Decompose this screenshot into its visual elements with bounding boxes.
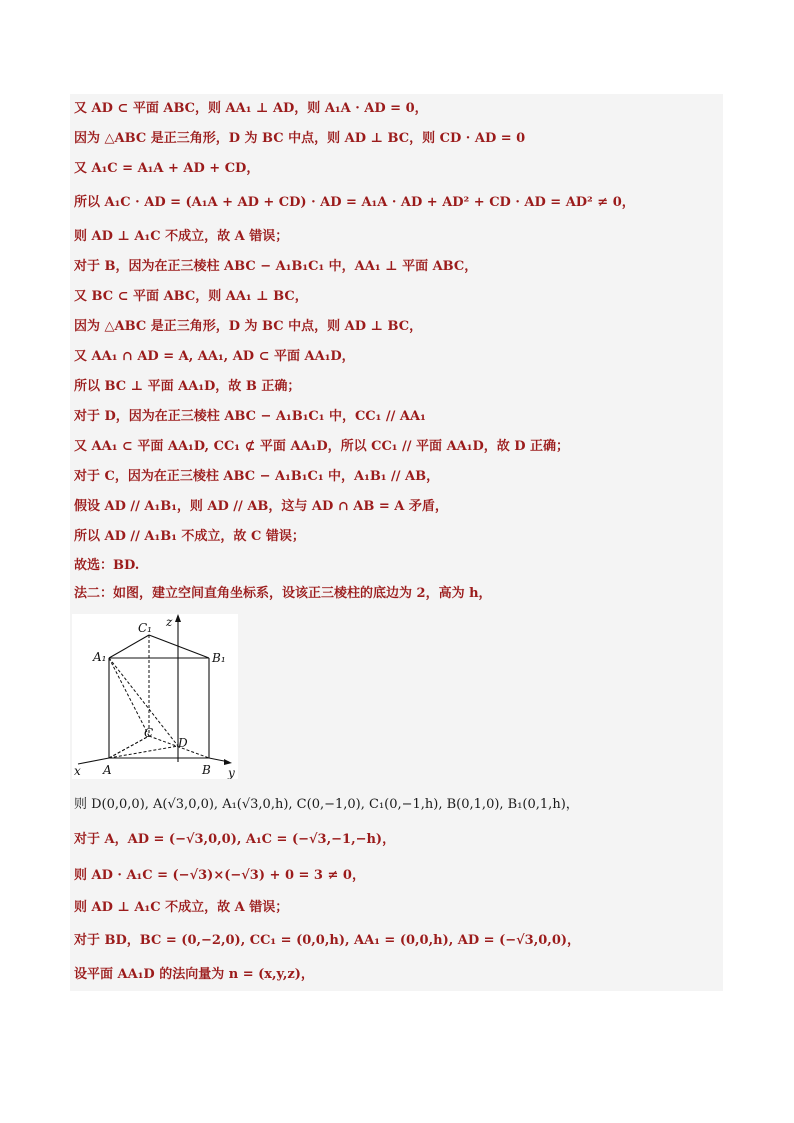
label-z: z [166, 615, 173, 629]
edge-C1B1 [149, 635, 209, 658]
label-A: A [103, 763, 112, 777]
label-D: D [178, 736, 188, 750]
figure-area [70, 608, 723, 789]
label-y: y [228, 766, 235, 779]
label-B1: B₁ [212, 651, 226, 665]
solution-line: 则 D(0,0,0), A(√3,0,0), A₁(√3,0,h), C(0,−1,0), C₁(0,−1,h), B(0,1,0), B₁(0,1,h)， [74, 796, 579, 812]
label-C1: C₁ [138, 621, 152, 635]
y-arrow [224, 759, 232, 765]
label-B: B [202, 763, 211, 777]
solution-line: 对于 B，因为在正三棱柱 ABC − A₁B₁C₁ 中，AA₁ ⊥ 平面 ABC， [74, 258, 478, 274]
prism-figure [72, 614, 238, 779]
solution-line: 故选：BD. [74, 557, 140, 573]
solution-line: 对于 A，AD = (−√3,0,0), A₁C = (−√3,−1,−h)， [74, 831, 396, 847]
solution-content [70, 94, 723, 991]
solution-line: 所以 AD // A₁B₁ 不成立，故 C 错误； [74, 528, 305, 544]
solution-line: 则 AD ⊥ A₁C 不成立，故 A 错误； [74, 228, 289, 244]
solution-line: 则 AD · A₁C = (−√3)×(−√3) + 0 = 3 ≠ 0， [74, 867, 365, 883]
solution-line: 假设 AD // A₁B₁，则 AD // AB，这与 AD ∩ AB = A 矛盾， [74, 498, 448, 514]
solution-line: 又 BC ⊂ 平面 ABC，则 AA₁ ⊥ BC， [74, 288, 308, 304]
segment-A1C-hidden [109, 658, 149, 736]
label-C: C [144, 726, 154, 740]
edge-A1C1 [109, 635, 149, 658]
solution-line: 所以 A₁C · AD = (A₁A + AD + CD) · AD = A₁A · AD + AD² + CD · AD = AD² ≠ 0， [74, 194, 635, 210]
solution-line: 则 AD ⊥ A₁C 不成立，故 A 错误； [74, 899, 289, 915]
solution-line: 因为 △ABC 是正三角形，D 为 BC 中点，则 AD ⊥ BC， [74, 318, 423, 334]
solution-lines-bottom [70, 789, 723, 991]
z-arrow [175, 614, 181, 622]
solution-lines-top [70, 94, 723, 608]
solution-line: 对于 C，因为在正三棱柱 ABC − A₁B₁C₁ 中，A₁B₁ // AB， [74, 468, 440, 484]
label-A1: A₁ [93, 650, 107, 664]
solution-line: 对于 BD，BC = (0,−2,0), CC₁ = (0,0,h), AA₁ = (0,0,h), AD = (−√3,0,0)， [74, 932, 581, 948]
solution-line: 又 A₁C = A₁A + AD + CD， [74, 160, 260, 176]
solution-line: 又 AA₁ ⊂ 平面 AA₁D, CC₁ ⊄ 平面 AA₁D，所以 CC₁ // 平面 AA₁D，故 D 正确； [74, 438, 570, 454]
solution-line: 对于 D，因为在正三棱柱 ABC − A₁B₁C₁ 中，CC₁ // AA₁ [74, 408, 426, 424]
solution-line: 所以 BC ⊥ 平面 AA₁D，故 B 正确； [74, 378, 301, 394]
solution-line: 设平面 AA₁D 的法向量为 n = (x,y,z)， [74, 966, 314, 982]
solution-line: 因为 △ABC 是正三角形，D 为 BC 中点，则 AD ⊥ BC，则 CD · AD = 0 [74, 130, 526, 146]
solution-line: 又 AD ⊂ 平面 ABC，则 AA₁ ⊥ AD，则 A₁A · AD = 0， [74, 100, 428, 116]
solution-line: 又 AA₁ ∩ AD = A, AA₁, AD ⊂ 平面 AA₁D， [74, 348, 355, 364]
label-x: x [74, 764, 81, 778]
solution-line: 法二：如图，建立空间直角坐标系，设该正三棱柱的底边为 2，高为 h， [74, 585, 492, 601]
